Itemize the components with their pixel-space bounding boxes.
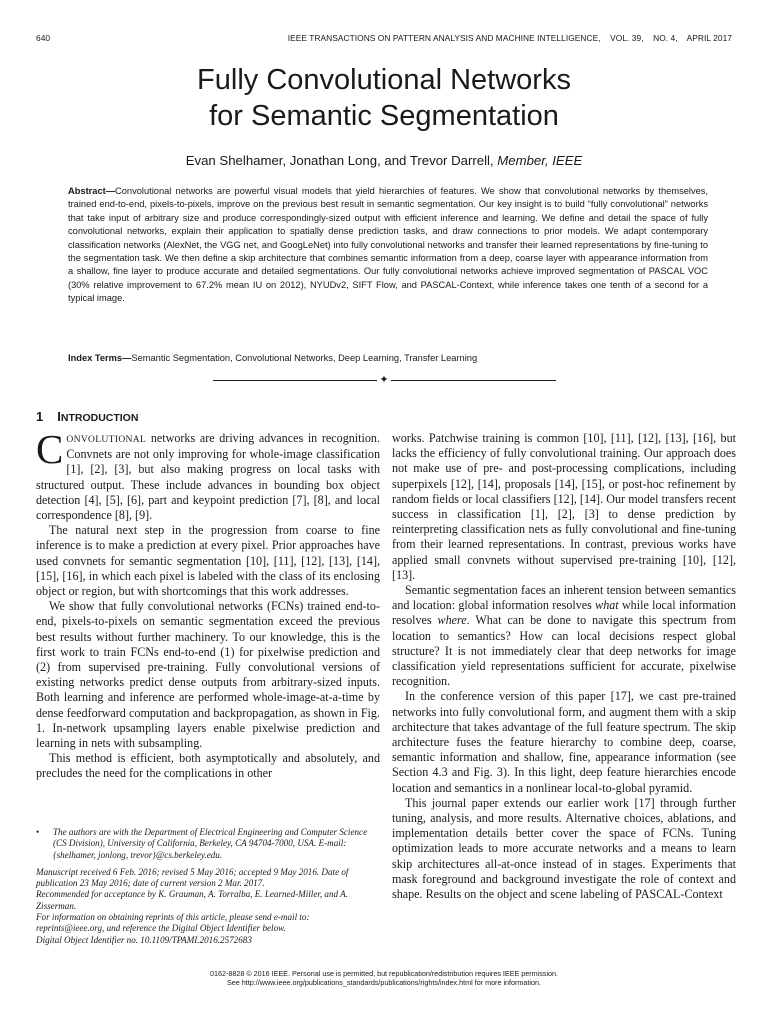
abstract-dash: — xyxy=(105,186,116,196)
drop-cap: C xyxy=(36,426,64,472)
emphasis-where: where xyxy=(437,613,467,628)
section-number: 1 xyxy=(36,409,44,424)
author-list xyxy=(0,153,768,168)
intro-smallcaps: ONVOLUTIONAL xyxy=(66,434,147,445)
intro-paragraph-3: We show that fully convolutional networks (FCNs) trained end-to-end, pixels-to-pixels on semantic segmentation exceed the previous best results without further machinery. To our knowledge, this is the first work to train FCNs end-to-end (1) for pixelwise prediction and (2) from supervised pre-training. Fully convolutional versions of existing networks predict dense outputs from arbitrary-sized inputs. Both learning and inference are performed whole-image-at-a-time by dense feedforward computation and backpropagation, as shown in Fig. 1. In-network upsampling layers enable pixelwise prediction and learning in nets with subsampling. xyxy=(36,599,380,751)
right-paragraph-1: works. Patchwise training is common [10], [11], [12], [13], [16], but lacks the efficiency of fully convolutional training. Our approach does not make use of pre- and post-processing complications, including superpixels [12], [14], proposals [14], [15], or post-hoc refinement by random fields or local classifiers [12], [14]. Our model transfers recent success in classification [1], [2], [3] to dense prediction by reinterpreting classification nets as fully convolutional and fine-tuning from their learned representations. In contrast, previous works have applied small convnets without supervised pre-training [10], [12], [13]. xyxy=(392,431,736,582)
divider-ornament-icon: ✦ xyxy=(377,373,391,387)
abstract-text: Convolutional networks are powerful visual models that yield hierarchies of features. We show that convolutional networks by themselves, trained end-to-end, pixels-to-pixels, improve on the previous best result in semantic segmentation. Our key insight is to build “fully convolutional” networks that take input of arbitrary size and produce correspondingly-sized output with efficient inference and learning. We define and detail the space of fully convolutional networks, explain their application to spatially dense prediction tasks, and draw connections to prior models. We adapt contemporary classification networks (AlexNet, the VGG net, and GoogLeNet) into fully convolutional networks and transfer their learned representations by fine-tuning to the segmentation task. We then define a skip architecture that combines semantic information from a deep, coarse layer with appearance information from a shallow, fine layer to produce accurate and detailed segmentations. Our fully convolutional networks achieve improved segmentation of PASCAL VOC (30% relative improvement to 67.2% mean IU on 2012), NYUDv2, SIFT Flow, and PASCAL-Context, while inference takes one tenth of a second for a typical image. xyxy=(68,186,708,304)
right-paragraph-3: In the conference version of this paper [17], we cast pre-trained networks into fully convolutional form, and augment them with a skip architecture that takes advantage of the full feature spectrum. The skip architecture fuses the feature hierarchy to combine deep, coarse, semantic information and shallow, fine, appearance information (see Section 4.3 and Fig. 3). In this light, deep feature hierarchies encode location and semantics in a nonlinear local-to-global pyramid. xyxy=(392,689,736,795)
section-title-rest: NTRODUCTION xyxy=(60,412,139,424)
copyright-footer xyxy=(0,970,768,988)
author-names: Evan Shelhamer, Jonathan Long, and Trevor Darrell, xyxy=(185,153,498,168)
affiliation-text: The authors are with the Department of Electrical Engineering and Computer Science (CS Division), University of California, Berkeley, CA 94704-7000, USA. E-mail: {shelhamer, jonlong, trevor}@cs.berkeley.edu. xyxy=(53,827,368,860)
title-line-1: Fully Convolutional Networks xyxy=(197,64,571,96)
reprints-info: For information on obtaining reprints of this article, please send e-mail to: reprints@ieee.org, and reference the Digital Object Identifier below. xyxy=(36,912,310,934)
page-number: 640 xyxy=(36,33,51,43)
right-paragraph-2 xyxy=(392,583,736,689)
recommended-for-acceptance: Recommended for acceptance by K. Grauman, A. Torralba, E. Learned-Miller, and A. Zisserman. xyxy=(36,889,349,911)
abstract-label: Abstract xyxy=(68,186,106,196)
left-column xyxy=(36,426,380,782)
first-page-footnotes xyxy=(36,827,380,946)
right-column xyxy=(392,431,736,902)
copyright-line: 0162-8828 © 2016 IEEE. Personal use is permitted, but republication/redistribution requires IEEE permission. xyxy=(209,969,559,978)
title-line-2: for Semantic Segmentation xyxy=(209,100,559,132)
right-paragraph-2-a: Semantic segmentation faces an inherent tension between semantics and location: global information resolves xyxy=(392,583,736,613)
section-title-initial: I xyxy=(57,409,61,424)
author-membership: Member, IEEE xyxy=(497,153,583,168)
emphasis-what: what xyxy=(595,598,619,613)
abstract xyxy=(68,185,708,306)
doi-info: Digital Object Identifier no. 10.1109/TPAMI.2016.2572683 xyxy=(36,934,252,945)
permissions-url-line: See http://www.ieee.org/publications_standards/publications/rights/index.html for more information. xyxy=(226,977,542,987)
intro-paragraph-4: This method is efficient, both asymptotically and absolutely, and precludes the need for the complications in other xyxy=(36,751,380,781)
index-terms-dash: — xyxy=(122,353,132,363)
running-header xyxy=(36,33,732,45)
intro-paragraph-1 xyxy=(36,426,380,523)
intro-paragraph-1-text: networks are driving advances in recognition. Convnets are not only improving for whole-image classification [1], [2], [3], but also making progress on local tasks with structured output. These include advances in bounding box object detection [4], [5], [6], part and keypoint prediction [7], [8], and local correspondence [8], [9]. xyxy=(36,431,380,523)
index-terms xyxy=(68,352,708,365)
journal-citation: IEEE TRANSACTIONS ON PATTERN ANALYSIS AND MACHINE INTELLIGENCE, VOL. 39, NO. 4, APRIL 2017 xyxy=(287,33,732,43)
index-terms-text: Semantic Segmentation, Convolutional Networks, Deep Learning, Transfer Learning xyxy=(131,353,478,363)
right-paragraph-2-b: while local information resolves xyxy=(392,598,736,628)
affiliation-note xyxy=(36,827,380,861)
right-paragraph-2-c: . What can be done to navigate this spectrum from location to semantics? How can local decisions respect global structure? It is not immediately clear that deep networks for image classification yield representations sufficient for accurate, pixelwise recognition. xyxy=(392,613,737,689)
footnote-bullet: • xyxy=(36,827,40,837)
manuscript-dates: Manuscript received 6 Feb. 2016; revised 5 May 2016; accepted 9 May 2016. Date of publication 23 May 2016; date of current version 2 Mar. 2017. xyxy=(36,866,349,889)
right-paragraph-4: This journal paper extends our earlier work [17] through further tuning, analysis, and more results. Alternative choices, ablations, and implementation details better cover the space of FCNs. Tuning optimization leads to more accurate networks and a means to learn skip architectures all-at-once instead of in stages. Experiments that mask foreground and background investigate the role of context and shape. Results on the object and scene labeling of PASCAL-Context xyxy=(392,795,736,902)
section-heading-introduction xyxy=(36,409,138,424)
index-terms-label: Index Terms xyxy=(68,353,123,363)
paper-title xyxy=(0,62,768,134)
intro-paragraph-2: The natural next step in the progression from coarse to fine inference is to make a prediction at every pixel. Prior approaches have used convnets for semantic segmentation [10], [11], [12], [13], [14], [15], [16], in which each pixel is labeled with the class of its enclosing object or region, but with shortcomings that this work addresses. xyxy=(36,523,380,599)
